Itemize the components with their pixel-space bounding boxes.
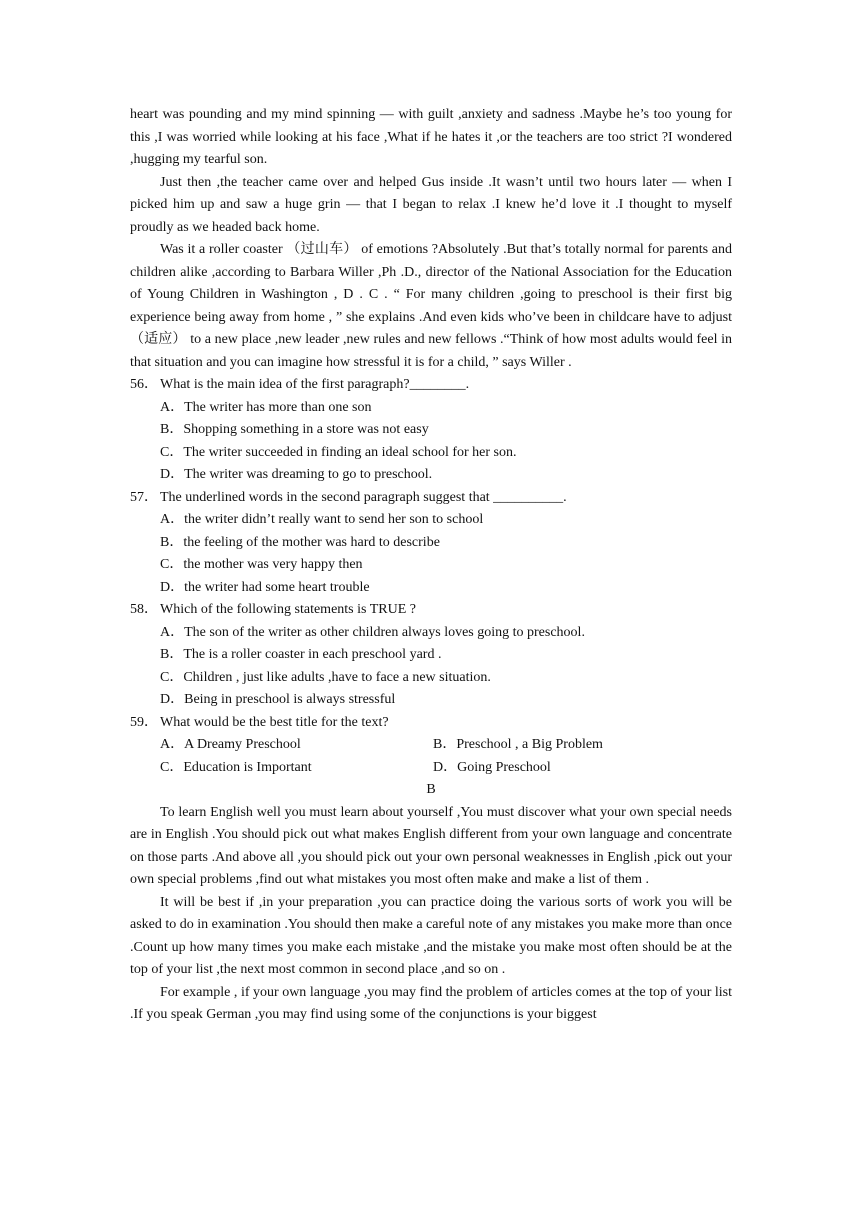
option-b: B．the feeling of the mother was hard to describe — [160, 534, 440, 550]
question-text: Which of the following statements is TRUE ? — [160, 602, 416, 617]
option-b: B．The is a roller coaster in each preschool yard . — [160, 647, 442, 662]
option-d: D．Being in preschool is always stressful — [160, 692, 396, 707]
option-a: A．The writer has more than one son — [160, 399, 372, 415]
option-a: A．A Dreamy Preschool — [160, 737, 301, 752]
passage-a-paragraph-1: heart was pounding and my mind spinning — with guilt ,anxiety and sadness .Maybe he’s too young for this ,I was worried while looking at his face ,What if he hates it ,or the teachers are too strict ?I wondered ,hugging my tearful son. — [130, 107, 732, 167]
passage-a-paragraph-2: Just then ,the teacher came over and helped Gus inside .It wasn’t until two hours later — when I picked him up and saw a huge grin — that I began to relax .I knew he’d love it .I thought to myself proudly as we headed back home. — [130, 174, 732, 235]
passage-b-paragraph-3: For example , if your own language ,you may find the problem of articles comes at the top of your list .If you speak German ,you may find using some of the conjunctions is your biggest — [130, 984, 732, 1022]
option-c: C．The writer succeeded in finding an ideal school for her son. — [160, 444, 517, 460]
passage-a-paragraph-3: Was it a roller coaster （过山车） of emotions ?Absolutely .But that’s totally normal for parents and children alike ,according to Barbara Willer ,Ph .D., director of the National Association for the Education of Young Children in Washington , D . C . “ For many children ,going to preschool is their first big experience being away from home , ” she explains .And even kids who’ve been in childcare have to adjust （适应） to a new place ,new leader ,new rules and new fellows .“Think of how most adults would feel in that situation and you can imagine how stressful it is for a child, ” says Willer . — [130, 242, 732, 370]
option-row — [130, 757, 732, 780]
option-d: D．Going Preschool — [433, 759, 551, 775]
option-c: C．Education is Important — [160, 759, 312, 775]
option-b: B．Shopping something in a store was not easy — [160, 422, 429, 437]
passage-b-paragraph-1: To learn English well you must learn about yourself ,You must discover what your own special needs are in English .You should pick out what makes English different from your own language and concentrate on those parts .And above all ,you should pick out your own personal weaknesses in English ,pick out your own special problems ,find out what mistakes you most often make and make a list of them . — [130, 804, 732, 887]
option-d: D．The writer was dreaming to go to preschool. — [160, 467, 433, 482]
option-d: D．the writer had some heart trouble — [160, 579, 370, 595]
question-58 — [130, 599, 732, 712]
option-b: B．Preschool , a Big Problem — [433, 737, 603, 752]
option-c: C．the mother was very happy then — [160, 557, 363, 572]
page-content — [130, 104, 732, 1027]
section-label-b: B — [426, 782, 436, 797]
passage-b-paragraph-2: It will be best if ,in your preparation ,you can practice doing the various sorts of work you will be asked to do in examination .You should then make a careful note of any mistakes you make more than once .Count up how many times you make each mistake ,and the mistake you make most often should be at the top of your list ,the next most common in second place ,and so on . — [130, 894, 732, 977]
question-59 — [130, 712, 732, 780]
option-c: C．Children , just like adults ,have to face a new situation. — [160, 669, 491, 685]
question-number: 57． — [130, 489, 158, 505]
question-56 — [130, 374, 732, 487]
question-text: The underlined words in the second paragraph suggest that __________. — [160, 489, 567, 505]
question-text: What would be the best title for the text? — [160, 714, 389, 730]
question-number: 58． — [130, 602, 158, 617]
option-a: A．the writer didn’t really want to send her son to school — [160, 512, 484, 527]
option-a: A．The son of the writer as other children always loves going to preschool. — [160, 624, 585, 640]
question-text: What is the main idea of the first paragraph?________. — [160, 377, 470, 392]
question-number: 56． — [130, 377, 158, 392]
question-57 — [130, 487, 732, 600]
option-row — [130, 734, 732, 757]
question-number: 59． — [130, 714, 158, 730]
